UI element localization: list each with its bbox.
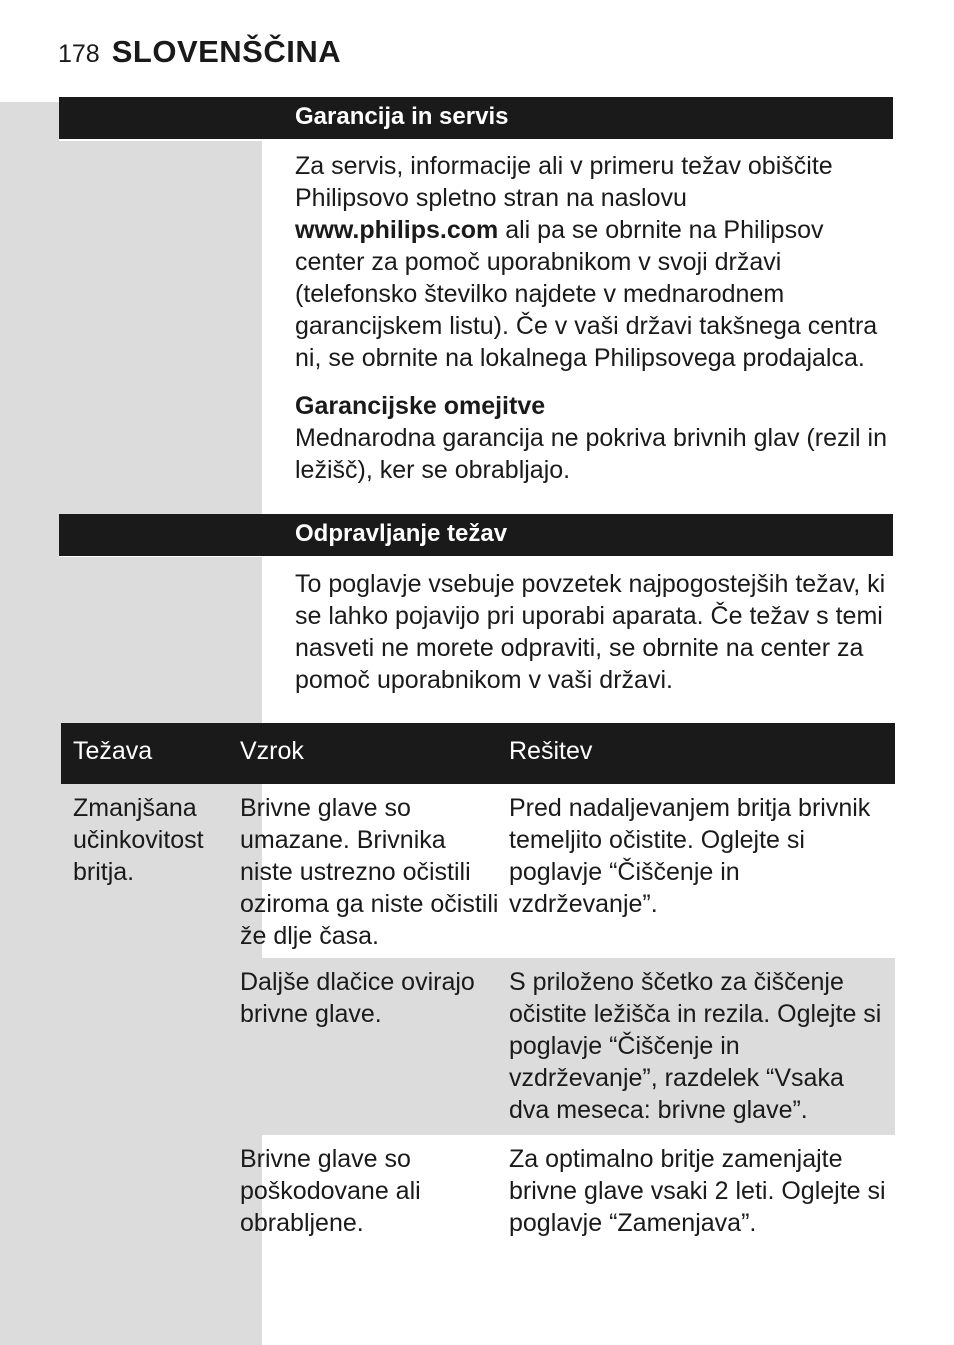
warranty-body — [295, 150, 895, 486]
warranty-text-cont: ali pa se obrnite na Philipsov center za pomoč uporabnikom v svoji državi (telefonsko številko najdete v mednarodnem garancijskem listu). Če v vaši državi takšnega centra ni, se obrnite na lokalnega Philipsovega prodajalca. — [295, 216, 878, 372]
section-header-warranty — [59, 97, 893, 139]
restrictions-heading: Garancijske omejitve — [295, 392, 546, 420]
table-header-row — [61, 723, 895, 784]
section-title: Odpravljanje težav — [295, 520, 508, 547]
philips-link[interactable]: www.philips.com — [295, 216, 499, 244]
page-header — [58, 34, 341, 70]
cell-cause: Brivne glave so umazane. Brivnika niste ustrezno očistili oziroma ga niste očistili že dlje časa. — [240, 794, 499, 950]
cell-cause: Daljše dlačice ovirajo brivne glave. — [240, 968, 475, 1028]
troubleshooting-table — [61, 723, 895, 1247]
section-header-troubleshooting — [59, 514, 893, 556]
column-header-problem: Težava — [73, 737, 153, 765]
table-row — [61, 784, 895, 958]
table-row — [61, 1135, 895, 1247]
language-title: SLOVENŠČINA — [111, 34, 342, 69]
cell-solution: S priloženo ščetko za čiščenje očistite ležišča in rezila. Oglejte si poglavje “Čiščenje in vzdrževanje”, razdelek “Vsaka dva meseca: brivne glave”. — [509, 968, 882, 1124]
cell-cause: Brivne glave so poškodovane ali obrabljene. — [240, 1145, 421, 1237]
column-header-solution: Rešitev — [509, 737, 593, 765]
troubleshooting-intro-text: To poglavje vsebuje povzetek najpogostejših težav, ki se lahko pojavijo pri uporabi aparata. Če težav s temi nasveti ne morete odpraviti, se obrnite na center za pomoč uporabnikom v vaši državi. — [295, 570, 886, 694]
cell-solution: Pred nadaljevanjem britja brivnik temeljito očistite. Oglejte si poglavje “Čiščenje in vzdrževanje”. — [509, 794, 871, 918]
troubleshooting-intro — [295, 568, 895, 696]
warranty-text: Za servis, informacije ali v primeru težav obiščite Philipsovo spletno stran na naslovu — [295, 152, 833, 212]
warranty-paragraph — [295, 150, 895, 374]
divider — [59, 139, 262, 141]
column-header-cause: Vzrok — [240, 737, 304, 765]
page-number: 178 — [58, 40, 100, 68]
table-row — [61, 958, 895, 1135]
cell-problem: Zmanjšana učinkovitost britja. — [73, 794, 204, 886]
section-title: Garancija in servis — [295, 103, 509, 130]
restrictions-text: Mednarodna garancija ne pokriva brivnih glav (rezil in ležišč), ker se obrabljajo. — [295, 424, 887, 484]
cell-solution: Za optimalno britje zamenjajte brivne glave vsaki 2 leti. Oglejte si poglavje “Zamenjava”. — [509, 1145, 886, 1237]
